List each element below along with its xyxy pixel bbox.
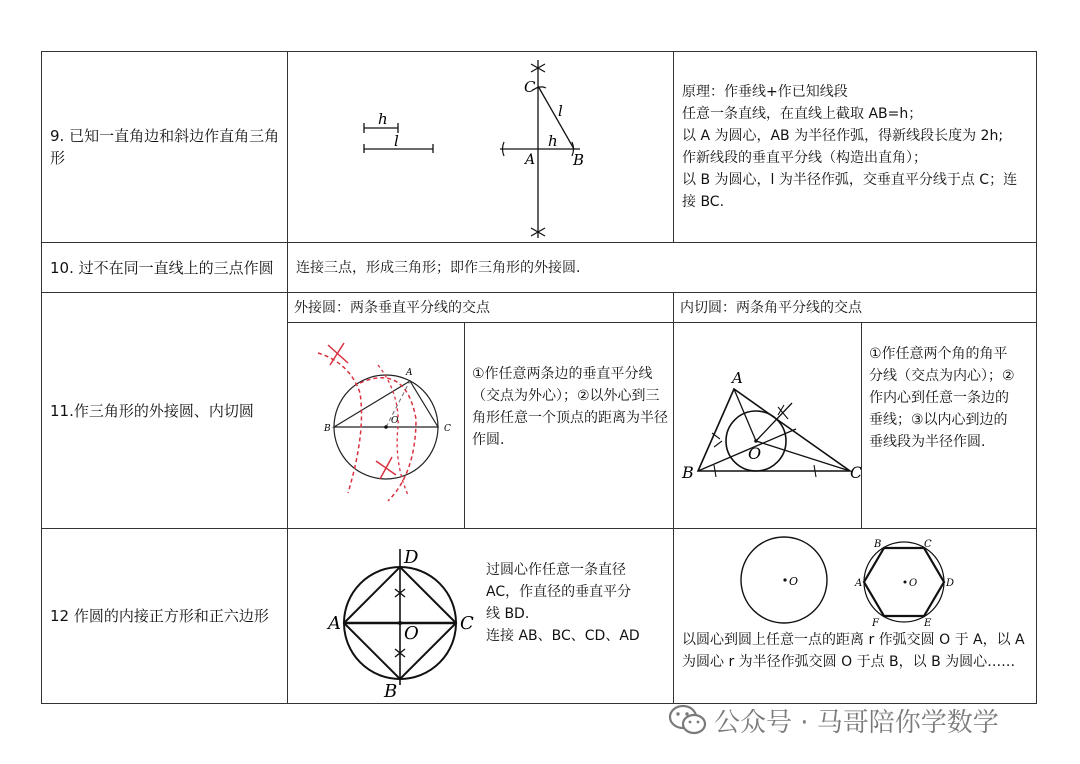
- square-step: 线 BD.: [486, 606, 530, 622]
- square-label-C: C: [460, 613, 474, 634]
- row-11-header: [42, 293, 1037, 323]
- row-9-step: 以 B 为圆心，l 为半径作弧，交垂直平分线于点 C；连接 BC.: [682, 172, 1018, 210]
- circum-label-C: C: [444, 424, 451, 434]
- row-10-label: 10. 过不在同一直线上的三点作圆: [42, 243, 288, 293]
- square-label-A: A: [328, 613, 341, 634]
- row-11-label: 11.作三角形的外接圆、内切圆: [42, 293, 288, 529]
- right-triangle-figure: [288, 52, 674, 243]
- circumcircle-cell: [288, 323, 674, 529]
- row-9-text-cell: [674, 52, 1037, 243]
- watermark-text: 公众号 · 马哥陪你学数学: [714, 707, 999, 738]
- hex-label-F: F: [872, 618, 879, 629]
- hexagon-text: 以圆心到圆上任意一点的距离 r 作弧交圆 O 于 A，以 A 为圆心 r 为半径作弧交圆 O 于点 B，以 B 为圆心……: [682, 632, 1025, 670]
- square-cell: [288, 529, 674, 704]
- hex-label-O1: O: [789, 575, 799, 588]
- incircle-label-O: O: [748, 444, 762, 463]
- circum-label-O: O: [391, 416, 399, 426]
- row-12-label: 12 作圆的内接正方形和正六边形: [42, 529, 288, 704]
- watermark: [668, 700, 1058, 740]
- hex-label-E: E: [924, 618, 932, 629]
- square-label-O: O: [404, 623, 419, 644]
- hex-label-C: C: [924, 539, 932, 550]
- row-9-figure-cell: [288, 52, 674, 243]
- label-l-hyp: l: [558, 102, 563, 120]
- row-9-step: 作新线段的垂直平分线（构造出直角）；: [682, 150, 927, 166]
- incircle-label-C: C: [850, 463, 863, 482]
- label-A: A: [525, 152, 536, 168]
- wechat-icon: [668, 703, 708, 737]
- label-h: h: [378, 110, 388, 128]
- hexagon-cell: [674, 529, 1037, 704]
- label-B: B: [573, 151, 585, 169]
- row-9-steps: [674, 81, 1036, 213]
- circumcircle-text: ①作任意两条边的垂直平分线（交点为外心）；②以外心到三角形任意一个顶点的距离为半径作圆.: [472, 366, 668, 448]
- square-label-B: B: [384, 681, 398, 702]
- hex-label-D: D: [946, 578, 955, 589]
- inscribed-square-figure: [288, 529, 488, 704]
- label-C: C: [524, 78, 536, 96]
- row-9: [42, 52, 1037, 243]
- label-h-base: h: [548, 132, 558, 150]
- square-step: 连接 AB、BC、CD、AD: [486, 628, 640, 644]
- incircle-text: ①作任意两个角的角平分线（交点为内心）；②作内心到任意一条边的垂线；③以内心到边的垂线段为半径作圆.: [869, 346, 1015, 450]
- incircle-header: 内切圆：两条角平分线的交点: [674, 293, 1037, 323]
- hex-label-O2: O: [909, 578, 918, 589]
- label-l: l: [394, 132, 399, 150]
- square-step: 过圆心作任意一条直径: [486, 562, 626, 578]
- circum-label-A: A: [406, 368, 413, 378]
- circumcircle-figure: [288, 323, 464, 529]
- hex-label-B: B: [874, 539, 882, 550]
- row-12: [42, 529, 1037, 704]
- row-9-step: 原理：作垂线+作已知线段: [682, 84, 848, 100]
- row-10-text: 连接三点，形成三角形；即作三角形的外接圆.: [288, 243, 1037, 293]
- hex-label-A: A: [855, 578, 863, 589]
- circum-label-B: B: [324, 424, 331, 434]
- square-text: [486, 559, 672, 647]
- inscribed-hexagon-figure: [674, 529, 1034, 629]
- square-step: AC，作直径的垂直平分: [486, 584, 632, 600]
- row-10: [42, 243, 1037, 293]
- row-9-step: 以 A 为圆心，AB 为半径作弧，得新线段长度为 2h;: [682, 128, 1004, 144]
- incircle-figure: [674, 323, 861, 529]
- row-9-label: 9. 已知一直角边和斜边作直角三角形: [42, 52, 288, 243]
- incircle-label-A: A: [732, 369, 743, 387]
- incircle-cell: [674, 323, 1037, 529]
- incircle-label-B: B: [682, 463, 694, 482]
- construction-table: [41, 51, 1037, 704]
- circumcircle-header: 外接圆：两条垂直平分线的交点: [288, 293, 674, 323]
- square-label-D: D: [404, 547, 419, 568]
- row-9-step: 任意一条直线，在直线上截取 AB=h；: [682, 106, 923, 122]
